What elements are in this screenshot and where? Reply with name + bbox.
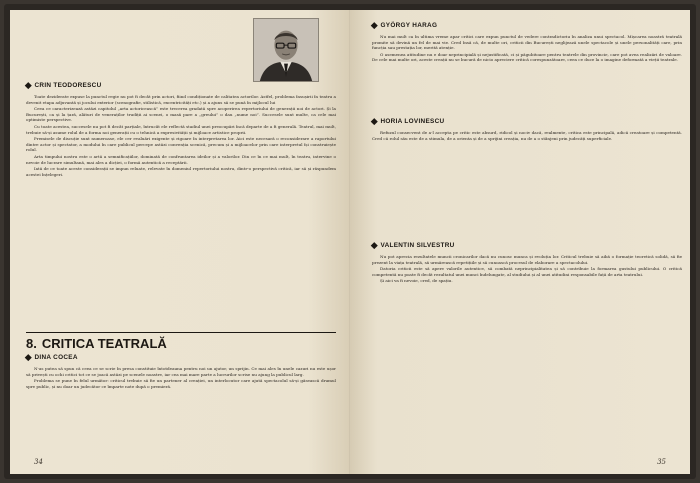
- paragraph: Refuzul consecvent de a-l accepta pe critic este absurd, ridicol și nociv dacă, realmente, critica este principală, adică creatoare și competentă. Cred că rolul său este de a stimula, de a orienta și de a sprijini creația, nu de a o stânjeni prin judecăți superficiale.: [372, 130, 682, 141]
- paragraph: Cu toate acestea, succesele nu pot fi decât parțiale, întrucât ele reflectă stadiul unei preocupări încă departe de a fi generală. Teatrul, mai mult, trebuie să-și asume rolul de a forma noi generații cu o tehnică a expresivității și mijloace artistice proprii.: [26, 123, 336, 135]
- portrait-icon: [254, 19, 318, 81]
- section-heading-crin-teodorescu: [26, 82, 336, 89]
- diamond-bullet-icon: [25, 354, 31, 360]
- section-heading-gyorgy-harag: [372, 22, 682, 29]
- diamond-bullet-icon: [371, 242, 377, 248]
- paragraph: Premisele de discuție sunt numeroase, ele cer evaluări exigente și rigoare în interpretarea lor. Aici este necesară o reconsiderare a raportului dintre actor și spectator, a modului în care publicul percepe astăzi convenția scenică, precum și a mijloacelor prin care interpretul își construiește rolul.: [26, 136, 336, 153]
- author-name: DINA COCEA: [34, 354, 78, 361]
- chapter-title: CRITICA TEATRALĂ: [41, 336, 167, 351]
- paragraph: Problema se pune în felul următor: criticul trebuie să fie un partener al creației, un interlocutor care ajută spectacolul să-și găsească drumul spre public, și nu doar un judecător ce împarte note după o premieră.: [26, 378, 336, 389]
- crin-teodorescu-text: [26, 94, 336, 178]
- page-number-right: 35: [657, 458, 666, 466]
- gyorgy-harag-text: [372, 34, 682, 64]
- paragraph: N-as putea să spun că ceea ce se scrie în presa constituie întotdeauna pentru noi un ajutor, un sprijin. Ce mai ales în unele cazuri nu este ușor să privești cu ochi critici tot ce se joacă astăzi pe scenele noastre, iar cea mai mare parte a lucrurilor scrise nu ajung la publicul larg.: [26, 366, 336, 377]
- section-heading-horia-lovinescu: [372, 118, 682, 125]
- horia-lovinescu-text: [372, 130, 682, 142]
- paragraph: Datoria criticii este să apere valorile autentice, să combată neprincipialitatea și să contribuie la formarea gustului publicului. O critică competentă nu poate fi decât rezultatul unei munci îndelungate, al studiului și al unei atitudini responsabile față de arta teatrului.: [372, 266, 682, 277]
- paragraph: Arta timpului nostru este o artă a semnificațiilor, dominată de confruntarea ideilor și a valorilor. Din ce în ce mai mult, în teatru, intervine o nevoie de lucrare simultană, mai ales a dicției, o formă autentică a receptării.: [26, 153, 336, 165]
- paragraph: Nu mai mult ca în ultima vreme apar critici care expun punctul de vedere contradictoriu în analiza unui spectacol. Mișcarea noastră teatrală promite să devină un fel de mai vie. Cred însă că, de multe ori, criticii din București neglijează unele spectacole și unele personalități care, prin funcția sau prestația lor, merită atenție.: [372, 34, 682, 51]
- open-book: [4, 4, 696, 479]
- paragraph: Nu pot aprecia rezultatele muncii cronicarilor dacă nu cunosc munca și evoluția lor. Criticul trebuie să aibă o formație teoretică solidă, să fie prezent la viața teatrală, să urmărească repetițiile și să cunoască procesul de elaborare a spectacolului.: [372, 254, 682, 265]
- page-number-left: 34: [34, 458, 43, 466]
- author-name: HORIA LOVINESCU: [380, 118, 445, 125]
- valentin-silvestru-text: [372, 254, 682, 285]
- diamond-bullet-icon: [25, 82, 31, 88]
- chapter-heading: [26, 332, 336, 351]
- paragraph: Ceea ce caracterizează astăzi capitolul „arta actoricească” este trecerea gradată spre acoperirea repertoriului de generații noi de actori. Și la București, ca și la țară, alături de veneraților trudiții ai scenei, o masă pare a „greului” o dau „nume noi”. Succesele sunt multe, ca cele mai optimiste perspective.: [26, 106, 336, 123]
- author-portrait: [253, 18, 319, 82]
- paragraph: Toate deziderate expuse la punctul regie nu pot fi decât prin actori, fiind condiționate de calitatea actorilor. Astfel, problema însușirii în teatru a devenit etapa adjuvantă și jocului exterior (scenografie, stilistică, excentricități etc.) și a ajuns să se pună în mijlocul lui: [26, 94, 336, 105]
- paragraph: Iată de ce toate aceste considerații se impun reluate, relevate în domeniul repertoriului nostru, dintr-o perspectivă critică, iar să și răspundem acestei înțelegeri.: [26, 166, 336, 177]
- section-heading-valentin-silvestru: [372, 242, 682, 249]
- dina-cocea-text: [26, 366, 336, 390]
- diamond-bullet-icon: [371, 22, 377, 28]
- left-page: [10, 10, 350, 474]
- author-name: GYÖRGY HARAG: [380, 22, 438, 29]
- author-name: VALENTIN SILVESTRU: [380, 242, 455, 249]
- right-page: [350, 10, 690, 474]
- section-heading-dina-cocea: [26, 354, 336, 361]
- paragraph: O asemenea atitudine nu e doar neprincipială și nejustificată, ci și păgubitoare pentru teatrele din provincie, care pot avea realizări de valoare. De cele mai multe ori, aceste creații nu se bucură de nicio apreciere critică corespunzătoare, ceea ce duce la o imagine deformată a vieții teatrale.: [372, 51, 682, 63]
- author-name: CRIN TEODORESCU: [34, 82, 102, 89]
- diamond-bullet-icon: [371, 118, 377, 124]
- paragraph: Și aici va fi nevoie, cred, de spațiu.: [380, 278, 453, 284]
- chapter-number: 8.: [26, 336, 37, 351]
